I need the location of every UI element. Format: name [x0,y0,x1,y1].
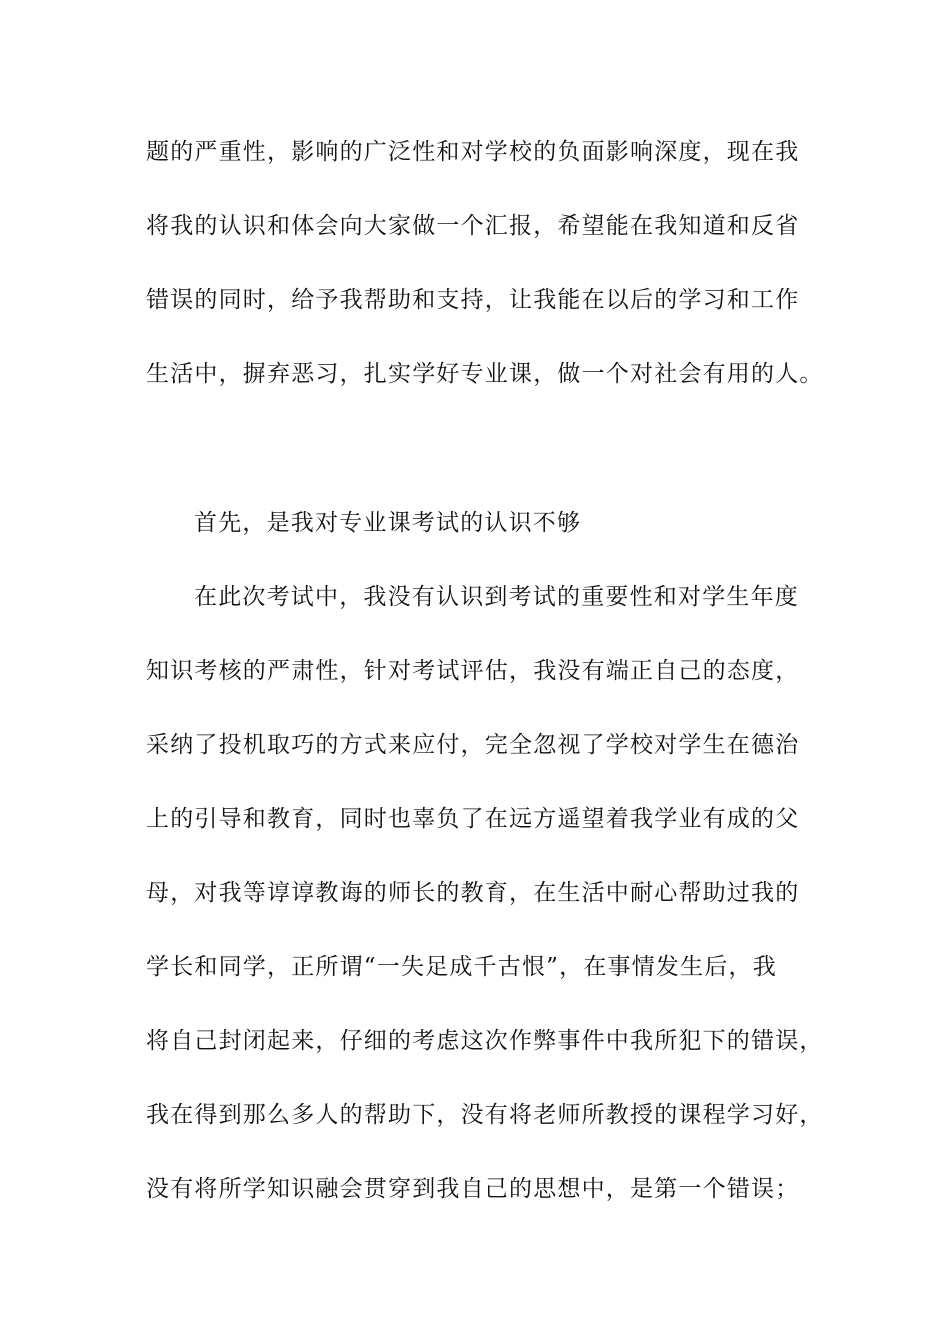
paragraph-line: 在此次考试中，我没有认识到考试的重要性和对学生年度 [194,584,799,610]
paragraph-line: 学长和同学，正所谓“一失足成千古恨”，在事情发生后，我 [146,954,777,980]
section-heading: 首先，是我对专业课考试的认识不够 [194,510,582,536]
paragraph-line: 我在得到那么多人的帮助下，没有将老师所教授的课程学习好， [146,1102,824,1128]
paragraph-line: 将我的认识和体会向大家做一个汇报，希望能在我知道和反省 [146,213,800,239]
paragraph-line: 题的严重性，影响的广泛性和对学校的负面影响深度，现在我 [146,139,800,165]
paragraph-line: 没有将所学知识融会贯穿到我自己的思想中，是第一个错误； [146,1176,800,1202]
paragraph-line: 知识考核的严肃性，针对考试评估，我没有端正自己的态度， [146,658,800,684]
paragraph-line: 采纳了投机取巧的方式来应付，完全忽视了学校对学生在德治 [146,732,800,758]
paragraph-line: 母，对我等谆谆教诲的师长的教育，在生活中耐心帮助过我的 [146,880,800,906]
paragraph-line: 错误的同时，给予我帮助和支持，让我能在以后的学习和工作 [146,287,800,313]
paragraph-line: 上的引导和教育，同时也辜负了在远方遥望着我学业有成的父 [146,806,800,832]
paragraph-line: 生活中，摒弃恶习，扎实学好专业课，做一个对社会有用的人。 [146,361,824,387]
paragraph-line: 将自己封闭起来，仔细的考虑这次作弊事件中我所犯下的错误， [146,1028,824,1054]
